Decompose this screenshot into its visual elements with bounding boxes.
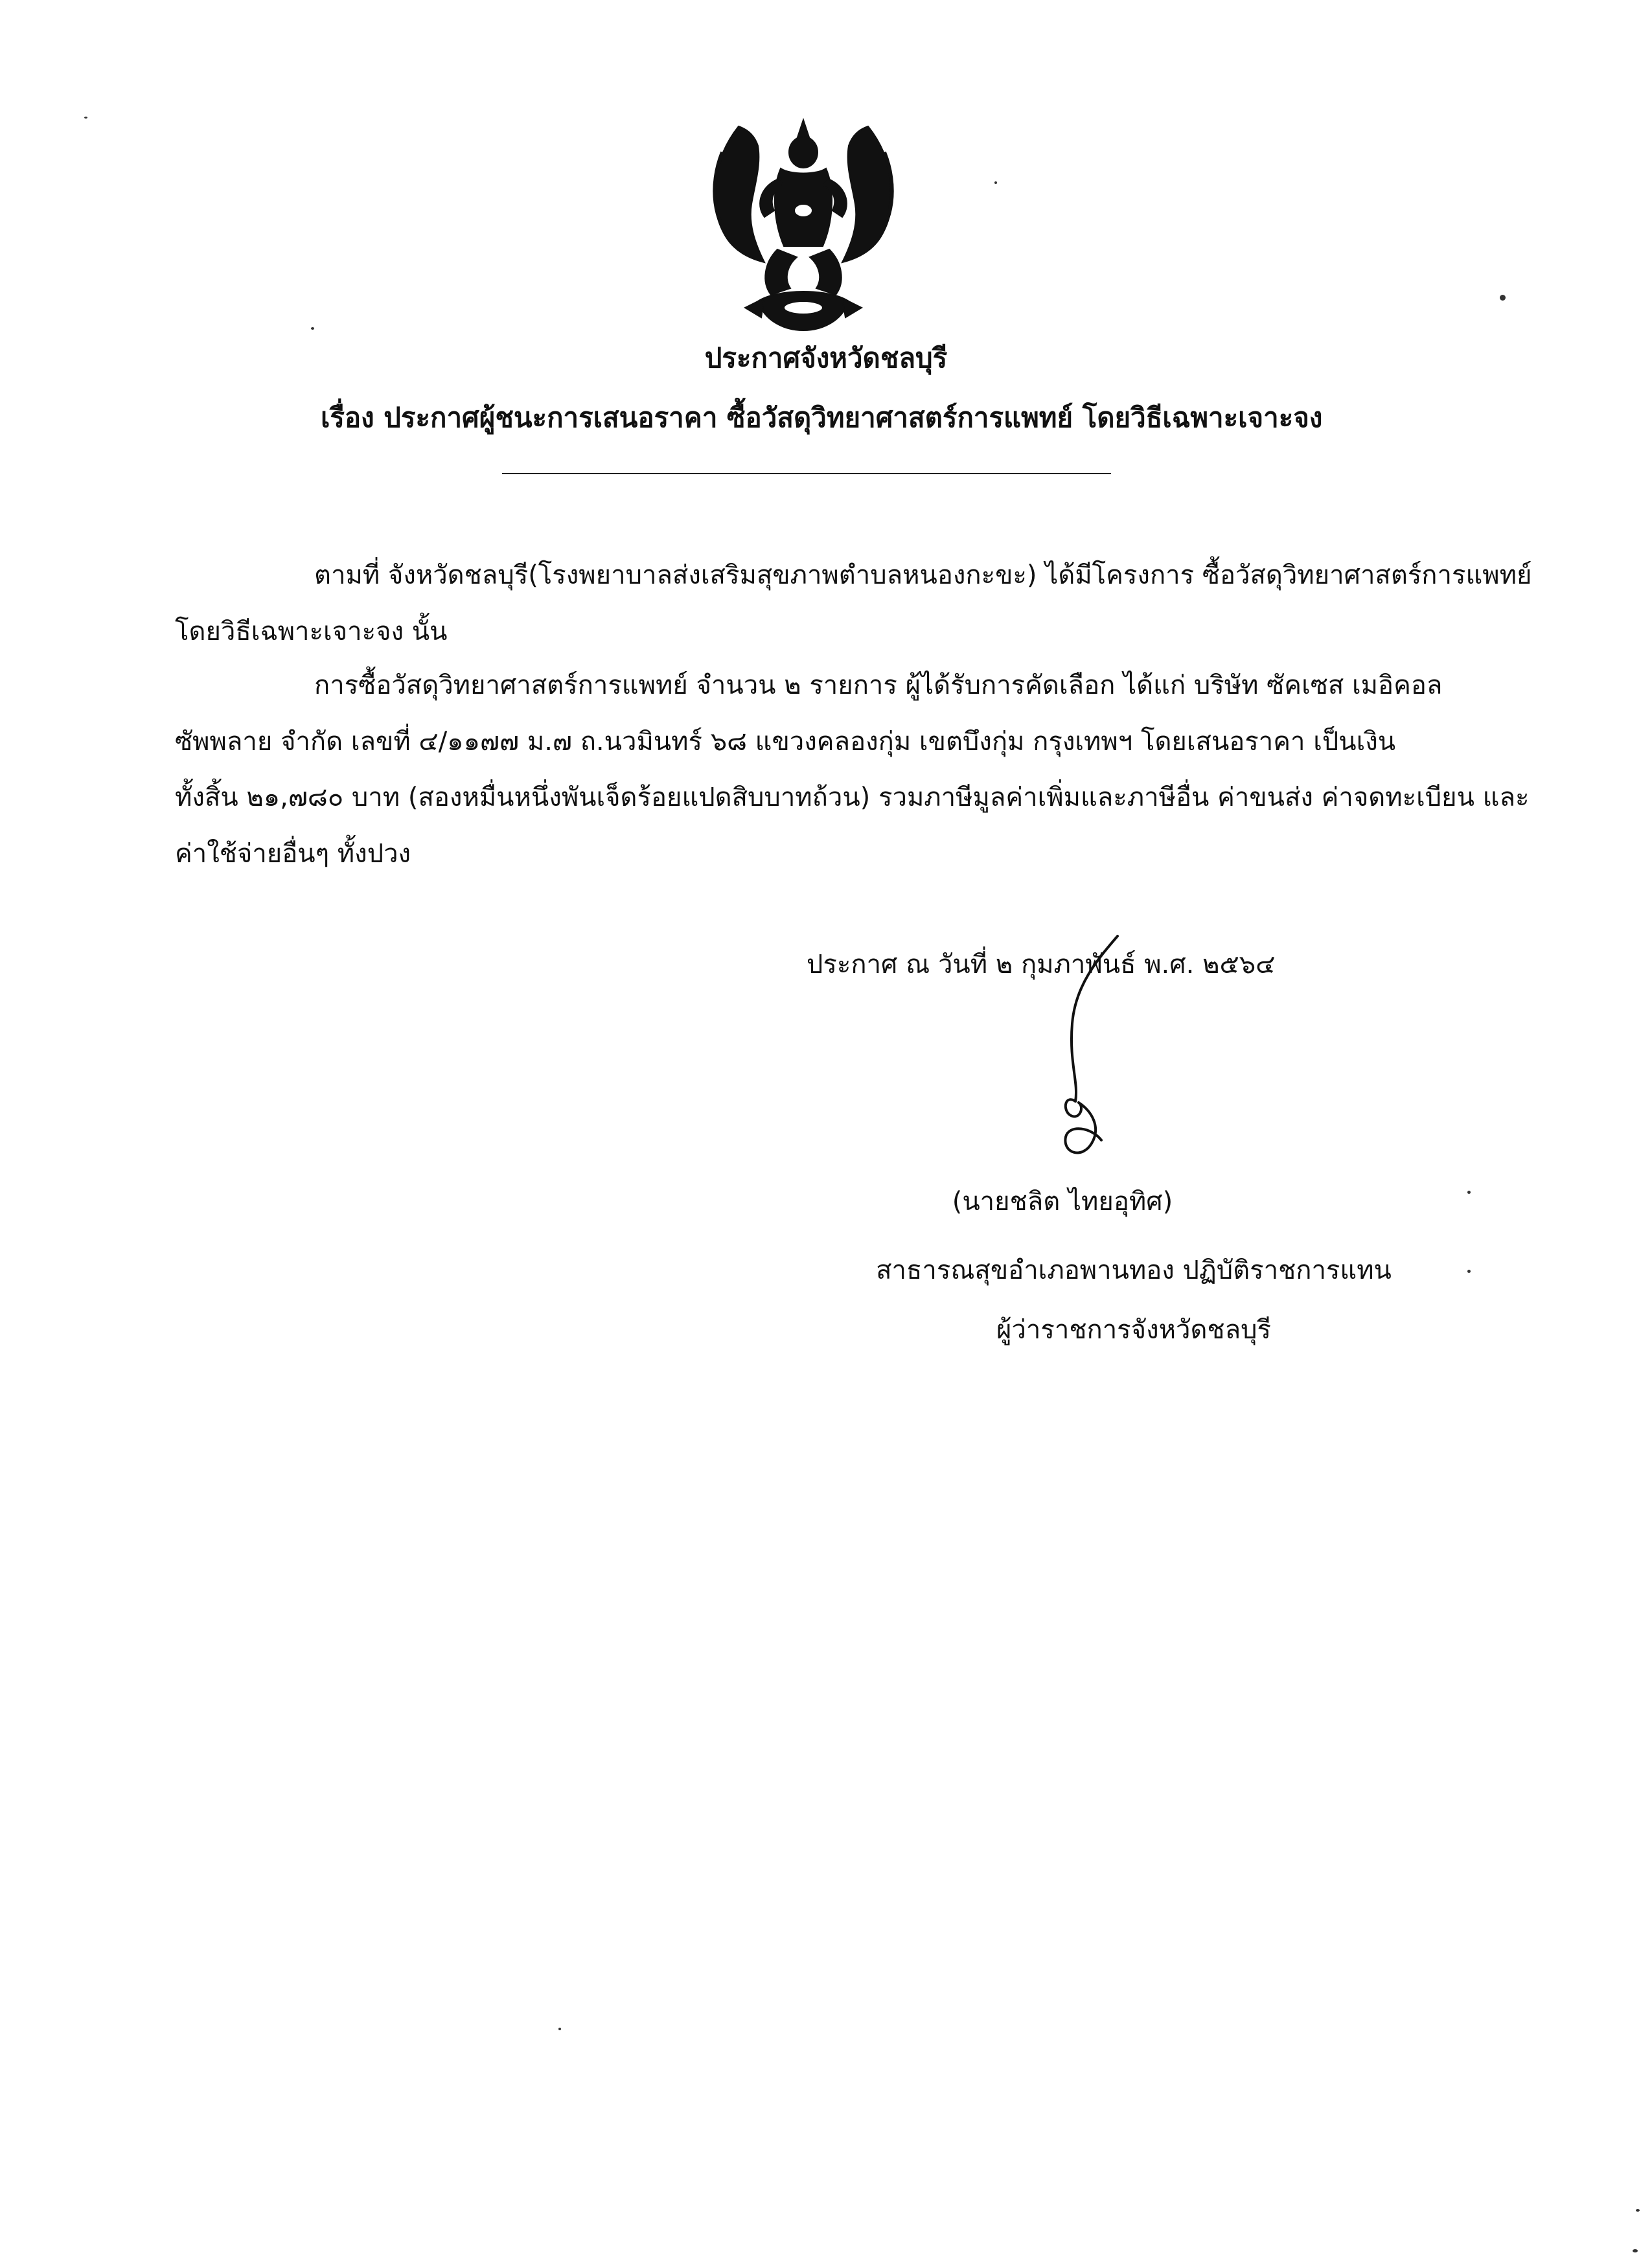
- paragraph-2-line-2: ซัพพลาย จำกัด เลขที่ ๔/๑๑๗๗ ม.๗ ถ.นวมินทร์ ๖๘ แขวงคลองกุ่ม เขตบึงกุ่ม กรุงเทพฯ โดยเสนอราคา เป็นเงิน: [175, 727, 1396, 757]
- paragraph-1-line-2: โดยวิธีเฉพาะเจาะจง นั้น: [175, 617, 448, 647]
- scan-speck: [994, 181, 997, 184]
- paragraph-2-line-4: ค่าใช้จ่ายอื่นๆ ทั้งปวง: [175, 839, 411, 869]
- signer-position: สาธารณสุขอำเภอพานทอง ปฏิบัติราชการแทน: [876, 1255, 1392, 1285]
- scan-speck: [1636, 2209, 1640, 2212]
- paragraph-2-line-3: ทั้งสิ้น ๒๑,๗๘๐ บาท (สองหมื่นหนึ่งพันเจ็ดร้อยแปดสิบบาทถ้วน) รวมภาษีมูลค่าเพิ่มและภาษีอื่น ค่าขนส่ง ค่าจดทะเบียน และ: [175, 783, 1530, 812]
- scan-speck: [84, 117, 87, 119]
- garuda-emblem-icon: [700, 113, 907, 337]
- scan-speck: [1467, 1270, 1471, 1273]
- scan-speck: [311, 327, 314, 330]
- scan-speck: [1500, 295, 1506, 301]
- signer-position-2: ผู้ว่าราชการจังหวัดชลบุรี: [996, 1315, 1271, 1345]
- document-title: ประกาศจังหวัดชลบุรี: [704, 342, 948, 374]
- paragraph-1-line-1: ตามที่ จังหวัดชลบุรี(โรงพยาบาลส่งเสริมสุขภาพตำบลหนองกะขะ) ได้มีโครงการ ซื้อวัสดุวิทยาศาสตร์การแพทย์: [314, 560, 1532, 590]
- document-subject: เรื่อง ประกาศผู้ชนะการเสนอราคา ซื้อวัสดุวิทยาศาสตร์การแพทย์ โดยวิธีเฉพาะเจาะจง: [321, 402, 1323, 433]
- announcement-date: ประกาศ ณ วันที่ ๒ กุมภาพันธ์ พ.ศ. ๒๕๖๔: [807, 950, 1276, 979]
- paragraph-2-line-1: การซื้อวัสดุวิทยาศาสตร์การแพทย์ จำนวน ๒ รายการ ผู้ได้รับการคัดเลือก ได้แก่ บริษัท ซัคเซส เมอิคอล: [314, 670, 1443, 700]
- title-divider: [502, 473, 1111, 474]
- scan-speck: [1633, 2249, 1638, 2252]
- handwritten-signature-icon: [1040, 933, 1137, 1173]
- scan-speck: [558, 2028, 561, 2030]
- scan-speck: [1467, 1191, 1471, 1194]
- signer-name: (นายชลิต ไทยอุทิศ): [952, 1187, 1173, 1217]
